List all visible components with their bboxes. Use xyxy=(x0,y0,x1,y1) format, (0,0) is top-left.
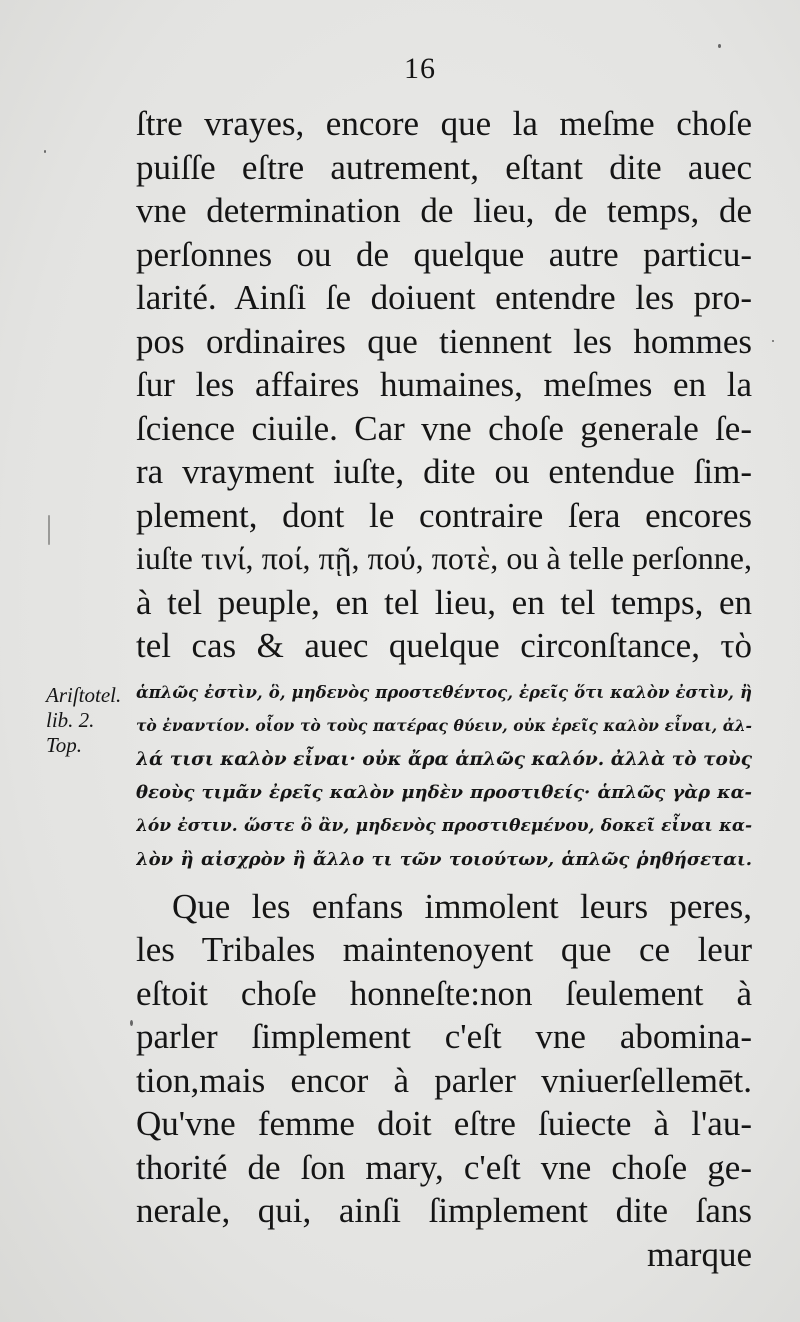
paper-speck xyxy=(130,1020,133,1026)
margin-citation-line: Top. xyxy=(46,733,83,757)
text-line: iuſte τινί, ποί, πῇ, πού, ποτὲ, ou à telle perſonne, xyxy=(136,540,752,576)
text-line: nerale, qui, ainſi ſimplement dite ſans xyxy=(136,1191,752,1230)
text-line: tion,mais encor à parler vniuerſellemēt. xyxy=(136,1060,752,1100)
paper-speck xyxy=(44,150,46,153)
paper-speck xyxy=(48,515,50,545)
body-text xyxy=(136,102,752,1276)
greek-quote-line: θεοὺς τιμᾶν ἐρεῖς καλὸν μηδὲν προστιθείς· ἁπλῶς γὰρ κα- xyxy=(136,782,752,803)
text-line: ſtre vrayes, encore que la meſme choſe xyxy=(136,104,752,143)
text-line: eſtoit choſe honneſte:non ſeulement à xyxy=(136,973,752,1013)
text-line: perſonnes ou de quelque autre particu- xyxy=(136,234,752,274)
text-line: Que les enfans immolent leurs peres, xyxy=(172,886,752,926)
text-line: thorité de ſon mary, c'eſt vne choſe ge- xyxy=(136,1147,752,1187)
greek-quote-line: ἁπλῶς ἐστὶν, ὃ, μηδενὸς προστεθέντος, ἐρεῖς ὅτι καλὸν ἐστὶν, ἢ xyxy=(136,682,752,702)
text-line: puiſſe eſtre autrement, eſtant dite auec xyxy=(136,147,752,187)
text-line: parler ſimplement c'eſt vne abomina- xyxy=(136,1017,752,1056)
text-line: tel cas & auec quelque circonſtance, τὸ xyxy=(136,626,752,665)
margin-citation-line: lib. 2. xyxy=(46,708,95,732)
text-line: ra vrayment iuſte, dite ou entendue ſim- xyxy=(136,452,752,491)
text-line: plement, dont le contraire ſera encores xyxy=(136,495,752,535)
page-number: 16 xyxy=(404,52,436,85)
catchword: marque xyxy=(647,1234,752,1274)
paper-speck xyxy=(718,44,721,48)
greek-quote-line: λόν ἐστιν. ὥστε ὃ ἂν, μηδενὸς προστιθεμένου, δοκεῖ εἶναι κα- xyxy=(136,815,752,836)
text-line: larité. Ainſi ſe doiuent entendre les pro- xyxy=(136,278,752,317)
paper-speck xyxy=(772,340,774,342)
text-line: les Tribales maintenoyent que ce leur xyxy=(136,930,752,969)
text-line: pos ordinaires que tiennent les hommes xyxy=(136,321,752,361)
greek-quote-line: λά τισι καλὸν εἶναι· οὐκ ἄρα ἁπλῶς καλόν. ἀλλὰ τὸ τοὺς xyxy=(136,748,752,770)
text-line: ſur les affaires humaines, meſmes en la xyxy=(136,365,752,404)
margin-citation xyxy=(46,683,136,758)
greek-quote-line: λὸν ἢ αἰσχρὸν ἢ ἄλλο τι τῶν τοιούτων, ἁπλῶς ῥηθήσεται. xyxy=(136,849,752,870)
text-line: Qu'vne femme doit eſtre ſuiecte à l'au- xyxy=(136,1104,752,1143)
margin-citation-line: Ariſtotel. xyxy=(46,683,122,707)
text-line: à tel peuple, en tel lieu, en tel temps, en xyxy=(136,582,752,622)
text-line: ſcience ciuile. Car vne choſe generale ſe- xyxy=(136,408,752,448)
text-line: vne determination de lieu, de temps, de xyxy=(136,191,752,230)
greek-quote-line: τὸ ἐναντίον. οἷον τὸ τοὺς πατέρας θύειν, οὐκ ἐρεῖς καλὸν εἶναι, ἀλ- xyxy=(136,716,752,735)
